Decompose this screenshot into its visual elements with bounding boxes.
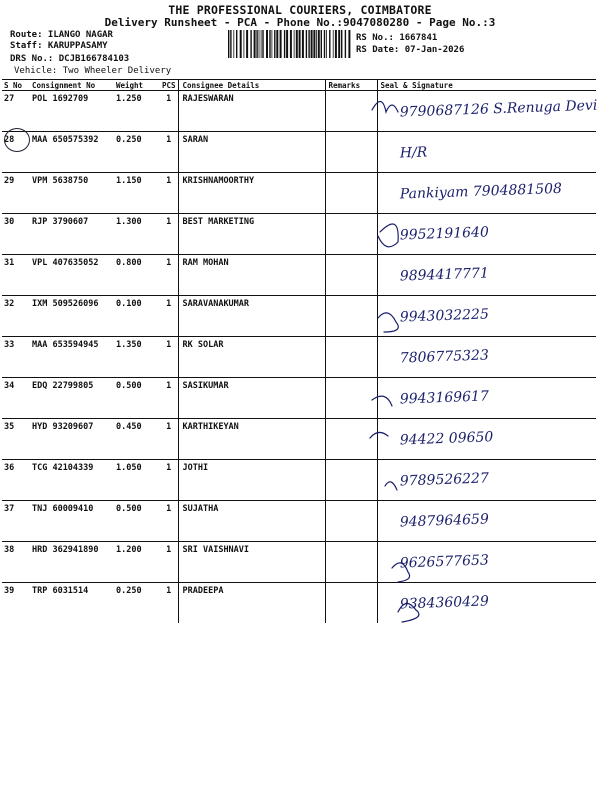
row-pcs: 1 <box>160 460 178 501</box>
row-weight: 1.350 <box>114 337 160 378</box>
table-row <box>2 542 596 583</box>
row-sno: 28 <box>2 132 30 173</box>
row-pcs: 1 <box>160 173 178 214</box>
row-consignee: SARAVANAKUMAR <box>178 296 326 337</box>
row-consignee: RAJESWARAN <box>178 91 326 132</box>
row-pcs: 1 <box>160 132 178 173</box>
row-weight: 0.100 <box>114 296 160 337</box>
row-consignment: MAA 650575392 <box>30 132 114 173</box>
staff-label: Staff: KARUPPASAMY <box>10 41 108 51</box>
row-sno: 29 <box>2 173 30 214</box>
row-sno: 39 <box>4 586 15 596</box>
row-consignee: BEST MARKETING <box>178 214 326 255</box>
col-seal-signature: Seal & Signature <box>378 80 596 91</box>
row-signature <box>378 255 596 296</box>
row-remarks <box>326 255 378 296</box>
table-row <box>2 378 596 419</box>
row-consignment: TRP 6031514 <box>31 586 89 596</box>
route-label: Route: ILANGO NAGAR <box>10 30 113 40</box>
row-pcs: 1 <box>160 378 178 419</box>
row-consignee: SARAN <box>178 132 326 173</box>
handwritten-signature: 9943169617 <box>399 388 490 408</box>
row-consignment: HRD 362941890 <box>30 542 114 583</box>
table-row <box>2 296 596 337</box>
rs-date: RS Date: 07-Jan-2026 <box>356 45 465 55</box>
row-weight: 0.500 <box>114 501 160 542</box>
row-consignee: SASIKUMAR <box>178 378 326 419</box>
col-sno: S No <box>2 80 30 91</box>
row-consignment: POL 1692709 <box>30 91 114 132</box>
row-consignee: SUJATHA <box>178 501 326 542</box>
row-pcs: 1 <box>160 419 178 460</box>
col-remarks: Remarks <box>326 80 378 91</box>
row-consignment: IXM 509526096 <box>30 296 114 337</box>
row-weight: 0.250 <box>115 586 142 596</box>
row-remarks <box>326 378 378 419</box>
row-signature <box>378 132 596 173</box>
row-consignment: VPL 407635052 <box>30 255 114 296</box>
row-remarks <box>326 419 378 460</box>
handwritten-signature: 9487964659 <box>399 511 490 531</box>
row-remarks <box>326 501 378 542</box>
handwritten-signature: 9790687126 S.Renuga Devi <box>399 97 598 121</box>
row-signature <box>378 173 596 214</box>
row-consignee: JOTHI <box>178 460 326 501</box>
row-weight: 0.500 <box>114 378 160 419</box>
row-pcs: 1 <box>160 501 178 542</box>
row-pcs: 1 <box>160 255 178 296</box>
handwritten-signature: 7806775323 <box>399 347 490 367</box>
row-signature <box>378 296 596 337</box>
row-signature <box>378 460 596 501</box>
company-title: THE PROFESSIONAL COURIERS, COIMBATORE <box>168 3 432 17</box>
row-signature <box>378 419 596 460</box>
table-row <box>2 173 596 214</box>
handwritten-signature: 9626577653 <box>399 552 490 572</box>
table-row <box>2 337 596 378</box>
row-pcs: 1 <box>160 296 178 337</box>
table-row <box>2 91 596 132</box>
row-weight: 1.250 <box>114 91 160 132</box>
handwritten-signature: H/R <box>399 144 428 162</box>
row-sno: 34 <box>2 378 30 419</box>
row-remarks <box>326 214 378 255</box>
col-consignee: Consignee Details <box>178 80 326 91</box>
row-consignment: TCG 42104339 <box>30 460 114 501</box>
row-pcs: 1 <box>160 542 178 583</box>
runsheet-title: Delivery Runsheet - PCA - Phone No.:9047080280 - Page No.:3 <box>104 16 496 29</box>
row-remarks <box>326 542 378 583</box>
row-weight: 1.150 <box>114 173 160 214</box>
row-pcs: 1 <box>166 586 172 596</box>
handwritten-signature: 9894417771 <box>399 265 490 285</box>
row-remarks <box>326 173 378 214</box>
handwritten-signature: 9952191640 <box>399 224 490 244</box>
row-remarks <box>326 296 378 337</box>
table-row <box>2 583 596 624</box>
row-consignment: HYD 93209607 <box>30 419 114 460</box>
table-row <box>2 501 596 542</box>
vehicle-label: Vehicle: Two Wheeler Delivery <box>14 66 172 76</box>
row-sno: 37 <box>2 501 30 542</box>
row-pcs: 1 <box>160 91 178 132</box>
col-consignment: Consignment No <box>30 80 114 91</box>
row-signature <box>378 583 596 624</box>
row-sno: 33 <box>2 337 30 378</box>
barcode-image <box>226 30 352 58</box>
row-signature <box>378 214 596 255</box>
row-weight: 0.800 <box>114 255 160 296</box>
handwritten-signature: 9384360429 <box>399 593 490 613</box>
col-pcs: PCS <box>160 80 178 91</box>
table-row <box>2 460 596 501</box>
row-consignment: RJP 3790607 <box>30 214 114 255</box>
row-weight: 1.300 <box>114 214 160 255</box>
handwritten-signature: Pankiyam 7904881508 <box>399 180 563 203</box>
row-pcs: 1 <box>160 214 178 255</box>
row-sno: 30 <box>2 214 30 255</box>
runsheet-table <box>2 79 596 623</box>
row-signature <box>378 337 596 378</box>
row-signature <box>378 542 596 583</box>
table-row <box>2 132 596 173</box>
row-sno: 36 <box>2 460 30 501</box>
row-remarks <box>326 132 378 173</box>
row-consignee: KRISHNAMOORTHY <box>178 173 326 214</box>
row-signature <box>378 501 596 542</box>
row-weight: 1.200 <box>114 542 160 583</box>
row-weight: 0.450 <box>114 419 160 460</box>
table-row <box>2 255 596 296</box>
row-remarks <box>326 91 378 132</box>
handwritten-signature: 9943032225 <box>399 306 490 326</box>
row-consignee: RAM MOHAN <box>178 255 326 296</box>
row-sno: 27 <box>2 91 30 132</box>
table-row <box>2 214 596 255</box>
row-consignee: KARTHIKEYAN <box>178 419 326 460</box>
col-weight: Weight <box>114 80 160 91</box>
row-remarks <box>326 337 378 378</box>
row-consignment: MAA 653594945 <box>30 337 114 378</box>
row-weight: 0.250 <box>114 132 160 173</box>
table-header-row <box>2 80 596 91</box>
row-sno: 31 <box>2 255 30 296</box>
handwritten-signature: 9789526227 <box>399 470 490 490</box>
rs-number: RS No.: 1667841 <box>356 33 438 43</box>
hand-circle-mark <box>4 128 30 152</box>
row-consignee: RK SOLAR <box>178 337 326 378</box>
handwritten-signature: 94422 09650 <box>399 429 494 449</box>
row-weight: 1.050 <box>114 460 160 501</box>
row-pcs: 1 <box>160 337 178 378</box>
row-consignee: SRI VAISHNAVI <box>178 542 326 583</box>
row-sno: 38 <box>2 542 30 583</box>
row-remarks <box>326 460 378 501</box>
row-signature <box>378 378 596 419</box>
row-sno: 32 <box>2 296 30 337</box>
drs-number: DRS No.: DCJB166784103 <box>10 54 130 64</box>
row-consignee: PRADEEPA <box>178 583 326 624</box>
row-remarks <box>326 583 378 624</box>
row-consignment: VPM 5638750 <box>30 173 114 214</box>
row-consignment: EDQ 22799805 <box>30 378 114 419</box>
row-consignment: TNJ 60009410 <box>30 501 114 542</box>
row-signature <box>378 91 596 132</box>
row-sno: 35 <box>2 419 30 460</box>
table-row <box>2 419 596 460</box>
